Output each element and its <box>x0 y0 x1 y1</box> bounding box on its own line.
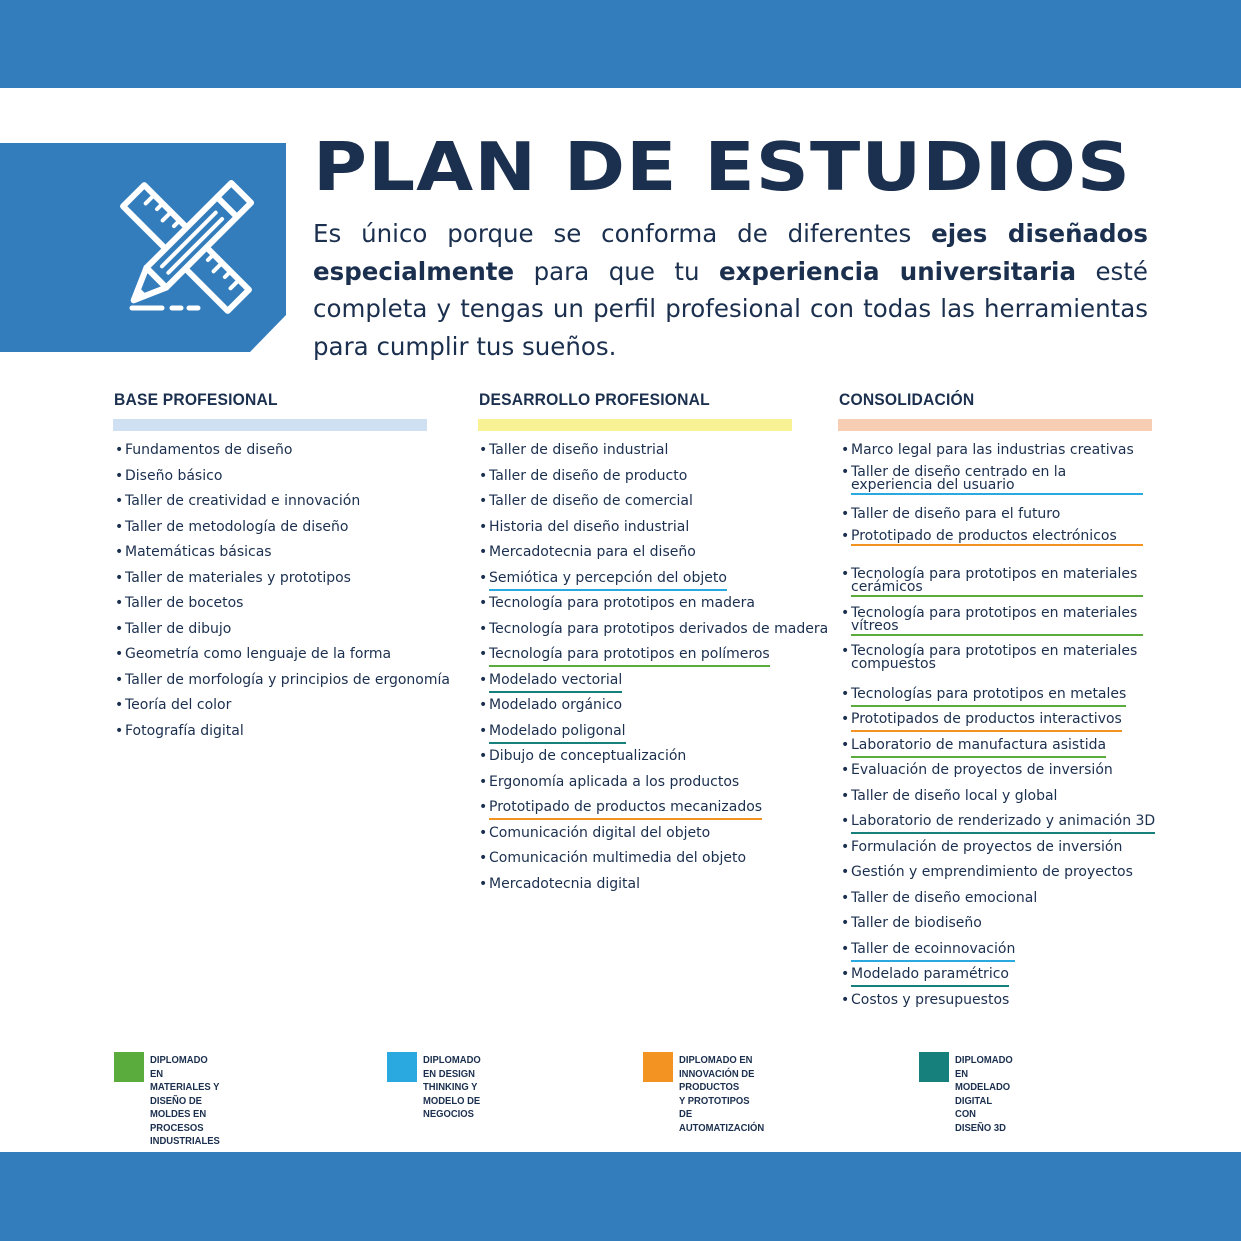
intro-highlight: ejes diseñados especialmente <box>313 219 1148 286</box>
course-item <box>479 491 829 517</box>
course-name: • Tecnología para prototipos en materiales vítreos <box>851 607 1143 636</box>
course-item <box>841 990 1161 1016</box>
legend-label: DIPLOMADO EN INNOVACIÓN DE PRODUCTOS Y PROTOTIPOS DE AUTOMATIZACIÓN <box>679 1054 765 1134</box>
intro-highlight: experiencia universitaria <box>719 256 1076 286</box>
course-name: Taller de creatividad e innovación <box>125 493 361 509</box>
course-name: Taller de biodiseño <box>851 915 982 931</box>
course-item <box>841 604 1161 646</box>
course-item <box>115 593 455 619</box>
course-name: Teoría del color <box>125 697 232 713</box>
course-name: Mercadotecnia para el diseño <box>489 544 696 560</box>
course-name: Taller de metodología de diseño <box>125 518 349 535</box>
course-name: Tecnología para prototipos en polímeros <box>489 644 770 667</box>
legend-label: DIPLOMADO EN MATERIALES Y DISEÑO DE MOLDES EN PROCESOS INDUSTRIALES <box>150 1054 220 1147</box>
course-item <box>841 709 1161 735</box>
course-name: Comunicación digital del objeto <box>489 824 711 841</box>
intro-paragraph <box>313 215 1148 365</box>
intro-text: Es único porque se conforma de diferentes <box>313 219 932 248</box>
column-bar-base <box>113 419 427 431</box>
course-item <box>115 542 455 568</box>
course-item <box>115 644 455 670</box>
course-list-base <box>115 440 455 746</box>
course-name: Mercadotecnia digital <box>489 875 640 892</box>
course-name: Gestión y emprendimiento de proyectos <box>851 864 1133 880</box>
course-name: Modelado paramétrico <box>851 964 1009 987</box>
course-name: Tecnología para prototipos en madera <box>489 595 755 611</box>
course-item <box>479 746 829 772</box>
course-name: • Tecnología para prototipos en materiales compuestos <box>851 643 1138 672</box>
bottom-band <box>0 1152 1241 1241</box>
course-name: Tecnología para prototipos derivados de madera <box>489 620 829 637</box>
top-band <box>0 0 1241 88</box>
column-title-desarrollo: DESARROLLO PROFESIONAL <box>479 390 710 409</box>
course-item <box>115 440 455 466</box>
course-item <box>115 491 455 517</box>
course-item <box>841 837 1161 863</box>
course-name: Formulación de proyectos de inversión <box>851 838 1123 855</box>
course-item <box>841 760 1161 786</box>
column-title-consolidacion: CONSOLIDACIÓN <box>839 390 975 409</box>
pencil-and-ruler-icon <box>0 143 286 352</box>
course-item <box>841 440 1161 466</box>
course-item <box>479 695 829 721</box>
course-item <box>841 463 1161 505</box>
course-name: Taller de diseño de comercial <box>489 493 693 509</box>
course-name: Fotografía digital <box>125 722 244 739</box>
course-item <box>479 644 829 670</box>
course-name: Taller de materiales y prototipos <box>125 569 351 586</box>
course-item <box>115 670 455 696</box>
course-item <box>479 721 829 747</box>
course-name: • Taller de diseño centrado en la experiencia del usuario <box>851 466 1143 495</box>
course-name: Modelado vectorial <box>489 670 622 693</box>
course-item <box>841 645 1161 684</box>
course-item <box>479 466 829 492</box>
course-name: Evaluación de proyectos de inversión <box>851 762 1113 778</box>
column-title-base: BASE PROFESIONAL <box>114 390 278 409</box>
course-name: Taller de dibujo <box>125 620 232 637</box>
course-item <box>479 823 829 849</box>
course-item <box>479 440 829 466</box>
course-item <box>115 466 455 492</box>
course-item <box>841 684 1161 710</box>
course-name: Taller de diseño emocional <box>851 889 1038 906</box>
course-item <box>115 721 455 747</box>
course-item <box>115 568 455 594</box>
course-item <box>841 504 1161 530</box>
legend-swatch-blue <box>387 1052 417 1082</box>
course-item <box>479 670 829 696</box>
legend-label: DIPLOMADO EN MODELADO DIGITAL CON DISEÑO 3D <box>955 1054 1013 1134</box>
course-name: Taller de diseño industrial <box>489 442 669 458</box>
course-item <box>479 874 829 900</box>
course-name: • Tecnología para prototipos en materiales cerámicos <box>851 568 1143 597</box>
course-name: Laboratorio de manufactura asistida <box>851 735 1106 758</box>
course-list-consolidacion <box>841 440 1161 1015</box>
course-item <box>115 619 455 645</box>
course-name: Laboratorio de renderizado y animación 3D <box>851 811 1155 834</box>
course-name: Taller de diseño para el futuro <box>851 506 1061 522</box>
course-name: Fundamentos de diseño <box>125 442 293 458</box>
course-item <box>841 811 1161 837</box>
intro-text: para que tu <box>514 256 719 286</box>
course-name: Ergonomía aplicada a los productos <box>489 773 740 790</box>
course-name: Diseño básico <box>125 467 223 484</box>
course-item <box>479 542 829 568</box>
course-name: Marco legal para las industrias creativas <box>851 442 1134 458</box>
course-name: • Prototipado de productos electrónicos <box>851 530 1143 546</box>
course-name: Tecnologías para prototipos en metales <box>851 684 1126 707</box>
course-item <box>841 862 1161 888</box>
page-title: PLAN DE ESTUDIOS <box>313 128 1132 206</box>
legend-swatch-orange <box>643 1052 673 1082</box>
course-item <box>479 517 829 543</box>
course-item <box>479 568 829 594</box>
course-name: Costos y presupuestos <box>851 991 1010 1008</box>
course-name: Historia del diseño industrial <box>489 518 690 535</box>
course-name: Comunicación multimedia del objeto <box>489 850 747 866</box>
course-name: Prototipados de productos interactivos <box>851 709 1122 732</box>
course-name: Semiótica y percepción del objeto <box>489 568 727 591</box>
course-item <box>841 786 1161 812</box>
course-item <box>479 848 829 874</box>
course-name: Taller de diseño de producto <box>489 467 688 484</box>
legend-swatch-teal <box>919 1052 949 1082</box>
course-item <box>841 888 1161 914</box>
course-list-desarrollo <box>479 440 829 899</box>
column-bar-desarrollo <box>478 419 792 431</box>
course-name: Matemáticas básicas <box>125 544 272 560</box>
course-item <box>841 568 1161 607</box>
course-name: Prototipado de productos mecanizados <box>489 797 762 820</box>
legend-label: DIPLOMADO EN DESIGN THINKING Y MODELO DE NEGOCIOS <box>423 1054 481 1120</box>
course-name: Taller de bocetos <box>125 595 244 611</box>
course-item <box>841 939 1161 965</box>
intro-text: esté completa y tengas un perfil profesional con todas las herramientas para cumplir tus sueños. <box>313 256 1148 361</box>
course-item <box>479 772 829 798</box>
course-name: Geometría como lenguaje de la forma <box>125 646 392 662</box>
course-item <box>841 527 1161 569</box>
course-item <box>479 593 829 619</box>
course-item <box>841 913 1161 939</box>
course-item <box>479 797 829 823</box>
course-item <box>841 735 1161 761</box>
course-item <box>841 964 1161 990</box>
legend-swatch-green <box>114 1052 144 1082</box>
course-name: Modelado poligonal <box>489 721 626 744</box>
course-item <box>479 619 829 645</box>
course-name: Taller de diseño local y global <box>851 787 1058 804</box>
course-name: Dibujo de conceptualización <box>489 748 687 764</box>
column-bar-consolidacion <box>838 419 1152 431</box>
course-item <box>115 695 455 721</box>
course-name: Taller de morfología y principios de ergonomía <box>125 671 450 688</box>
course-item <box>115 517 455 543</box>
course-name: Taller de ecoinnovación <box>851 939 1015 962</box>
course-name: Modelado orgánico <box>489 697 623 713</box>
